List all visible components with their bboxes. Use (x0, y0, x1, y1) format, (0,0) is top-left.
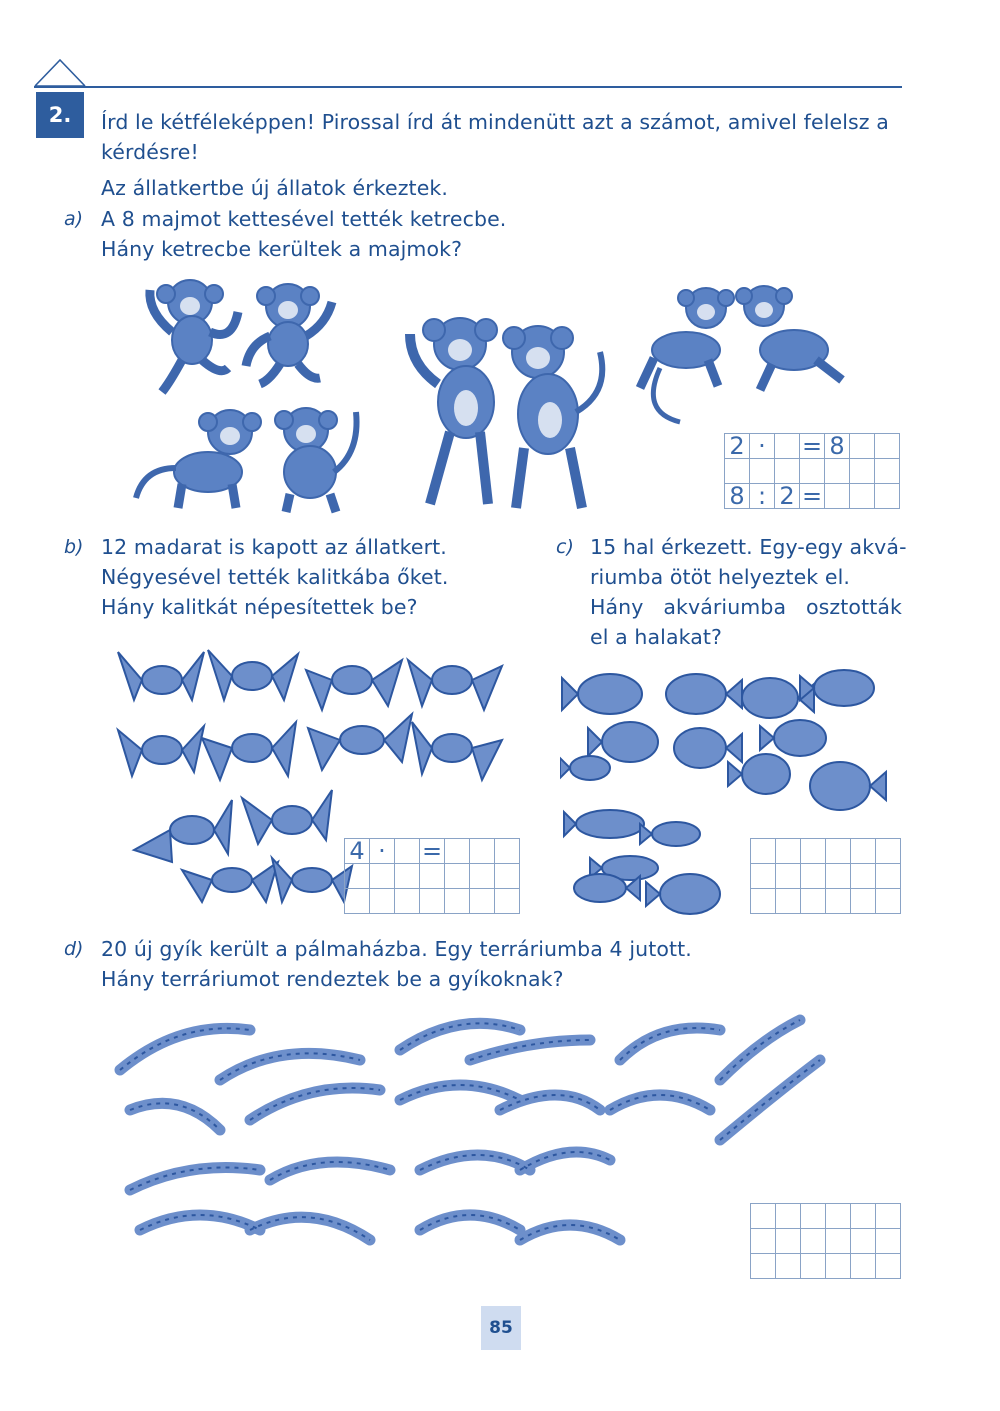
task-number-badge: 2. (36, 92, 84, 138)
fish-icon (674, 728, 742, 768)
monkey-icon (275, 408, 357, 512)
fish-icon (810, 762, 886, 810)
part-d-line-2: Hány terráriumot rendeztek be a gyíkoknak? (101, 967, 564, 991)
intro-text: Az állatkertbe új állatok érkeztek. (101, 176, 448, 200)
part-c-line-3 (590, 592, 902, 622)
monkey-icon (736, 286, 842, 390)
lizard-icon (420, 1215, 520, 1230)
fish-icon (760, 720, 826, 756)
part-c-line-1: 15 hal érkezett. Egy-egy akvá- (590, 535, 907, 559)
part-a-line-2: Hány ketrecbe kerültek a majmok? (101, 237, 463, 261)
answer-grid-a[interactable]: 2 · = 8 8 : 2 = (724, 433, 900, 509)
fish-icon (666, 674, 742, 714)
part-d-line-1: 20 új gyík került a pálmaházba. Egy terráriumba 4 jutott. (101, 937, 692, 961)
fish-icon (640, 822, 700, 846)
bird-icon (412, 722, 502, 780)
monkey-icon (150, 280, 238, 392)
part-c-label: c) (556, 536, 574, 558)
part-c-line-4: el a halakat? (590, 625, 723, 649)
part-b-label: b) (64, 536, 84, 558)
lizard-icon (520, 1225, 620, 1240)
bird-icon (308, 714, 412, 770)
monkey-icon (640, 288, 734, 422)
answer-grid-b[interactable]: 4 · = (344, 838, 520, 914)
bird-icon (306, 660, 402, 710)
answer-grid-d[interactable] (750, 1203, 901, 1279)
house-roof-icon (34, 58, 86, 88)
part-b-line-1: 12 madarat is kapott az állatkert. (101, 535, 447, 559)
monkey-icon (136, 410, 261, 508)
part-c-word-1: Hány (590, 595, 644, 619)
lizard-icon (250, 1088, 380, 1120)
lizard-icon (620, 1028, 720, 1060)
bird-icon (118, 726, 204, 776)
part-d-label: d) (64, 938, 84, 960)
fish-icon (728, 754, 790, 794)
lizards-illustration (100, 1000, 840, 1290)
lizard-icon (720, 1020, 800, 1080)
lizard-icon (250, 1217, 370, 1240)
lizard-icon (470, 1040, 590, 1060)
bird-icon (182, 862, 278, 902)
fish-icon (564, 810, 644, 838)
instruction-line-2: kérdésre! (101, 140, 199, 164)
instruction-line-1: Írd le kétféleképpen! Pirossal írd át mindenütt azt a számot, amivel felelsz a (101, 110, 889, 134)
bird-icon (202, 722, 296, 780)
lizard-icon (130, 1103, 220, 1130)
part-c-word-3: osztották (806, 595, 902, 619)
monkey-icon (246, 284, 332, 384)
part-c-word-2: akváriumba (663, 595, 787, 619)
bird-icon (408, 660, 502, 710)
fish-icon (560, 756, 610, 780)
part-a-label: a) (64, 208, 84, 230)
bird-icon (272, 858, 352, 902)
fish-icon (646, 874, 720, 914)
lizard-icon (610, 1095, 710, 1110)
lizard-icon (520, 1152, 610, 1170)
part-a-line-1: A 8 majmot kettesével tették ketrecbe. (101, 207, 507, 231)
bird-icon (118, 652, 204, 700)
fish-icon (562, 674, 642, 714)
part-b-line-2: Négyesével tették kalitkába őket. (101, 565, 449, 589)
lizard-icon (220, 1053, 360, 1080)
part-c-line-2: riumba ötöt helyeztek el. (590, 565, 851, 589)
bird-icon (134, 800, 232, 862)
bird-icon (242, 790, 332, 844)
part-b-line-3: Hány kalitkát népesítettek be? (101, 595, 418, 619)
lizard-icon (130, 1168, 260, 1191)
page-number: 85 (481, 1306, 521, 1350)
bird-icon (208, 650, 298, 700)
answer-grid-c[interactable] (750, 838, 901, 914)
header-rule (34, 86, 902, 88)
fish-icon (588, 722, 658, 762)
